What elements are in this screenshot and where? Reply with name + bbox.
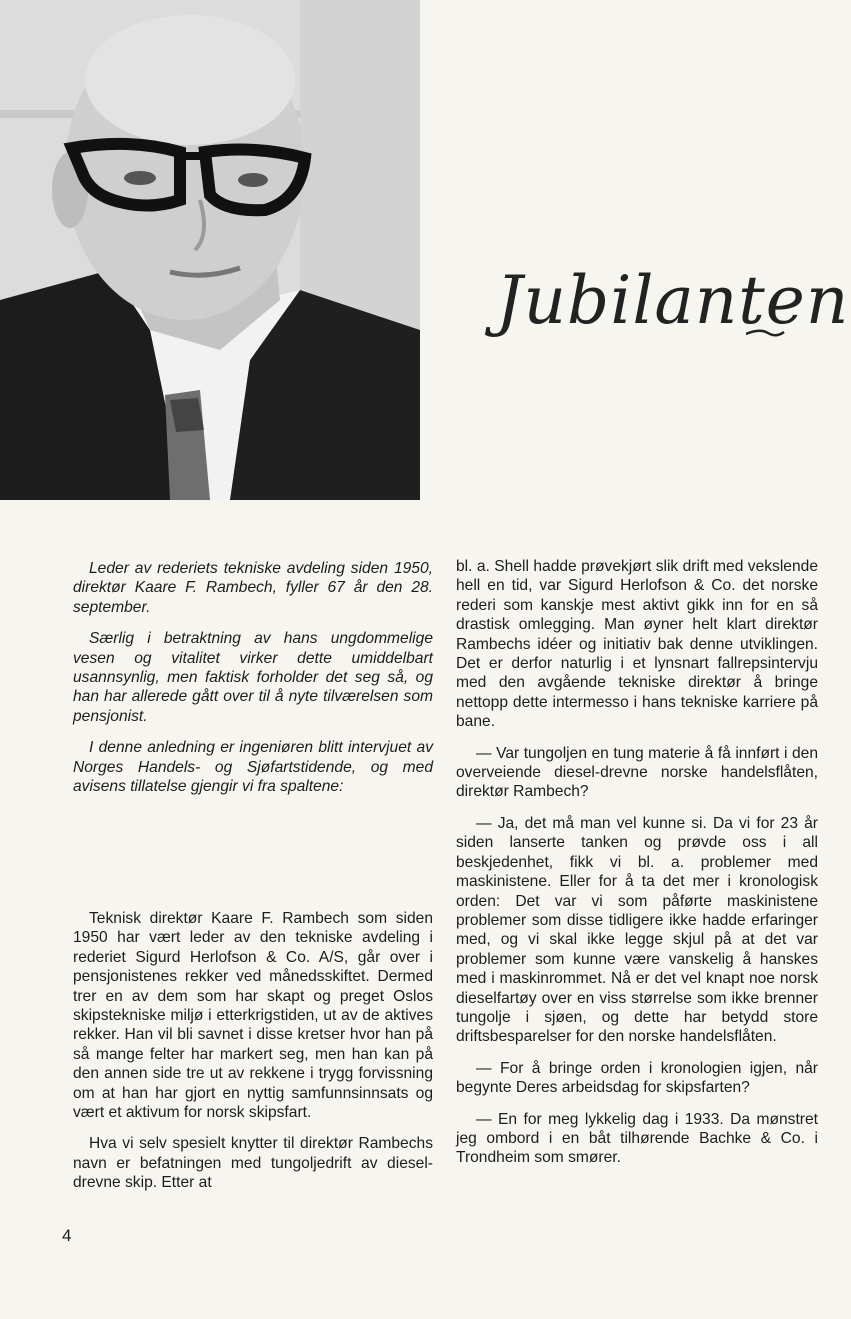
- portrait-photo: [0, 0, 420, 500]
- body-column-right: [456, 557, 818, 1180]
- lead-paragraph: Leder av rederiets tekniske avdeling siden 1950, direktør Kaare F. Rambech, fyller 67 år den 28. september.: [73, 560, 433, 616]
- title-flourish: [746, 326, 786, 340]
- body-column-left: [73, 909, 433, 1205]
- interview-question: — For å bringe orden i kronologien igjen, når begynte Deres arbeidsdag for skipsfarten?: [456, 1059, 818, 1097]
- page-number: 4: [62, 1226, 72, 1245]
- body-paragraph: Hva vi selv spesielt knytter til direktør Rambechs navn er befatningen med tungoljedrift av diesel-drevne skip. Etter at: [73, 1135, 433, 1192]
- lead-paragraph: Særlig i betraktning av hans ungdommelige vesen og vitalitet virker dette umiddelbart usannsynlig, men faktisk forholder det seg så, og han har allerede gått over til å nyte tilværelsen som pensjonist.: [73, 630, 433, 725]
- interview-question: — Var tungoljen en tung materie å få innført i den overveiende diesel-drevne norske handelsflåten, direktør Rambech?: [456, 744, 818, 801]
- interview-answer: — En for meg lykkelig dag i 1933. Da mønstret jeg ombord i en båt tilhørende Bachke & Co. i Trondheim som smører.: [456, 1110, 818, 1167]
- interview-answer: — Ja, det må man vel kunne si. Da vi for 23 år siden lanserte tanken og prøvde oss i all beskjedenhet, fikk vi bl. a. problemer med maskinistene. Eller for å ta det mer i kronologisk orden: Det var vi som påførte maskinistene problemer som disse tidligere ikke hadde erfaringer med, og vi skal ikke legge skjul på at det var problemer som kunne være vanskelig å hanskes med i maskinrommet. Nå er det vel knapt noe norsk dieselfartøy over en viss størrelse som ikke brenner tungolje i sjøen, og dette har betydd store driftsbesparelser for den norske handelsflåten.: [456, 814, 818, 1046]
- article-title: Jubilanten: [496, 262, 850, 339]
- lead-paragraph: I denne anledning er ingeniøren blitt intervjuet av Norges Handels- og Sjøfartstidende, og med avisens tillatelse gjengir vi fra spaltene:: [73, 739, 433, 796]
- lead-intro: [73, 559, 433, 808]
- body-paragraph: bl. a. Shell hadde prøvekjørt slik drift med vekslende hell en tid, var Sigurd Herlofson & Co. det norske rederi som kanskje mest aktivt gikk inn for en så drastisk omlegging. Man øyner helt klart direktør Rambechs idéer og initiativ bak denne utviklingen. Det er derfor naturlig i et lynsnart fallrepsintervju med den avgående tekniske direktør å bringe nettopp dette intermesso i hans tekniske karriere på bane.: [456, 558, 818, 731]
- body-paragraph: Teknisk direktør Kaare F. Rambech som siden 1950 har vært leder av den tekniske avdeling i rederiet Sigurd Herlofson & Co. A/S, går over i pensjonistenes rekker ved månedsskiftet. Dermed trer en av dem som har skapt og preget Oslos skipstekniske miljø i etterkrigstiden, ut av de aktives rekker. Han vil bli savnet i disse kretser hvor han på så mange felter har markert seg, men han kan på den annen side tre ut av rekkene i trygg forvissning om at han har gjort en nyttig samfunnsinnsats og vært et aktivum for norsk skipsfart.: [73, 910, 433, 1122]
